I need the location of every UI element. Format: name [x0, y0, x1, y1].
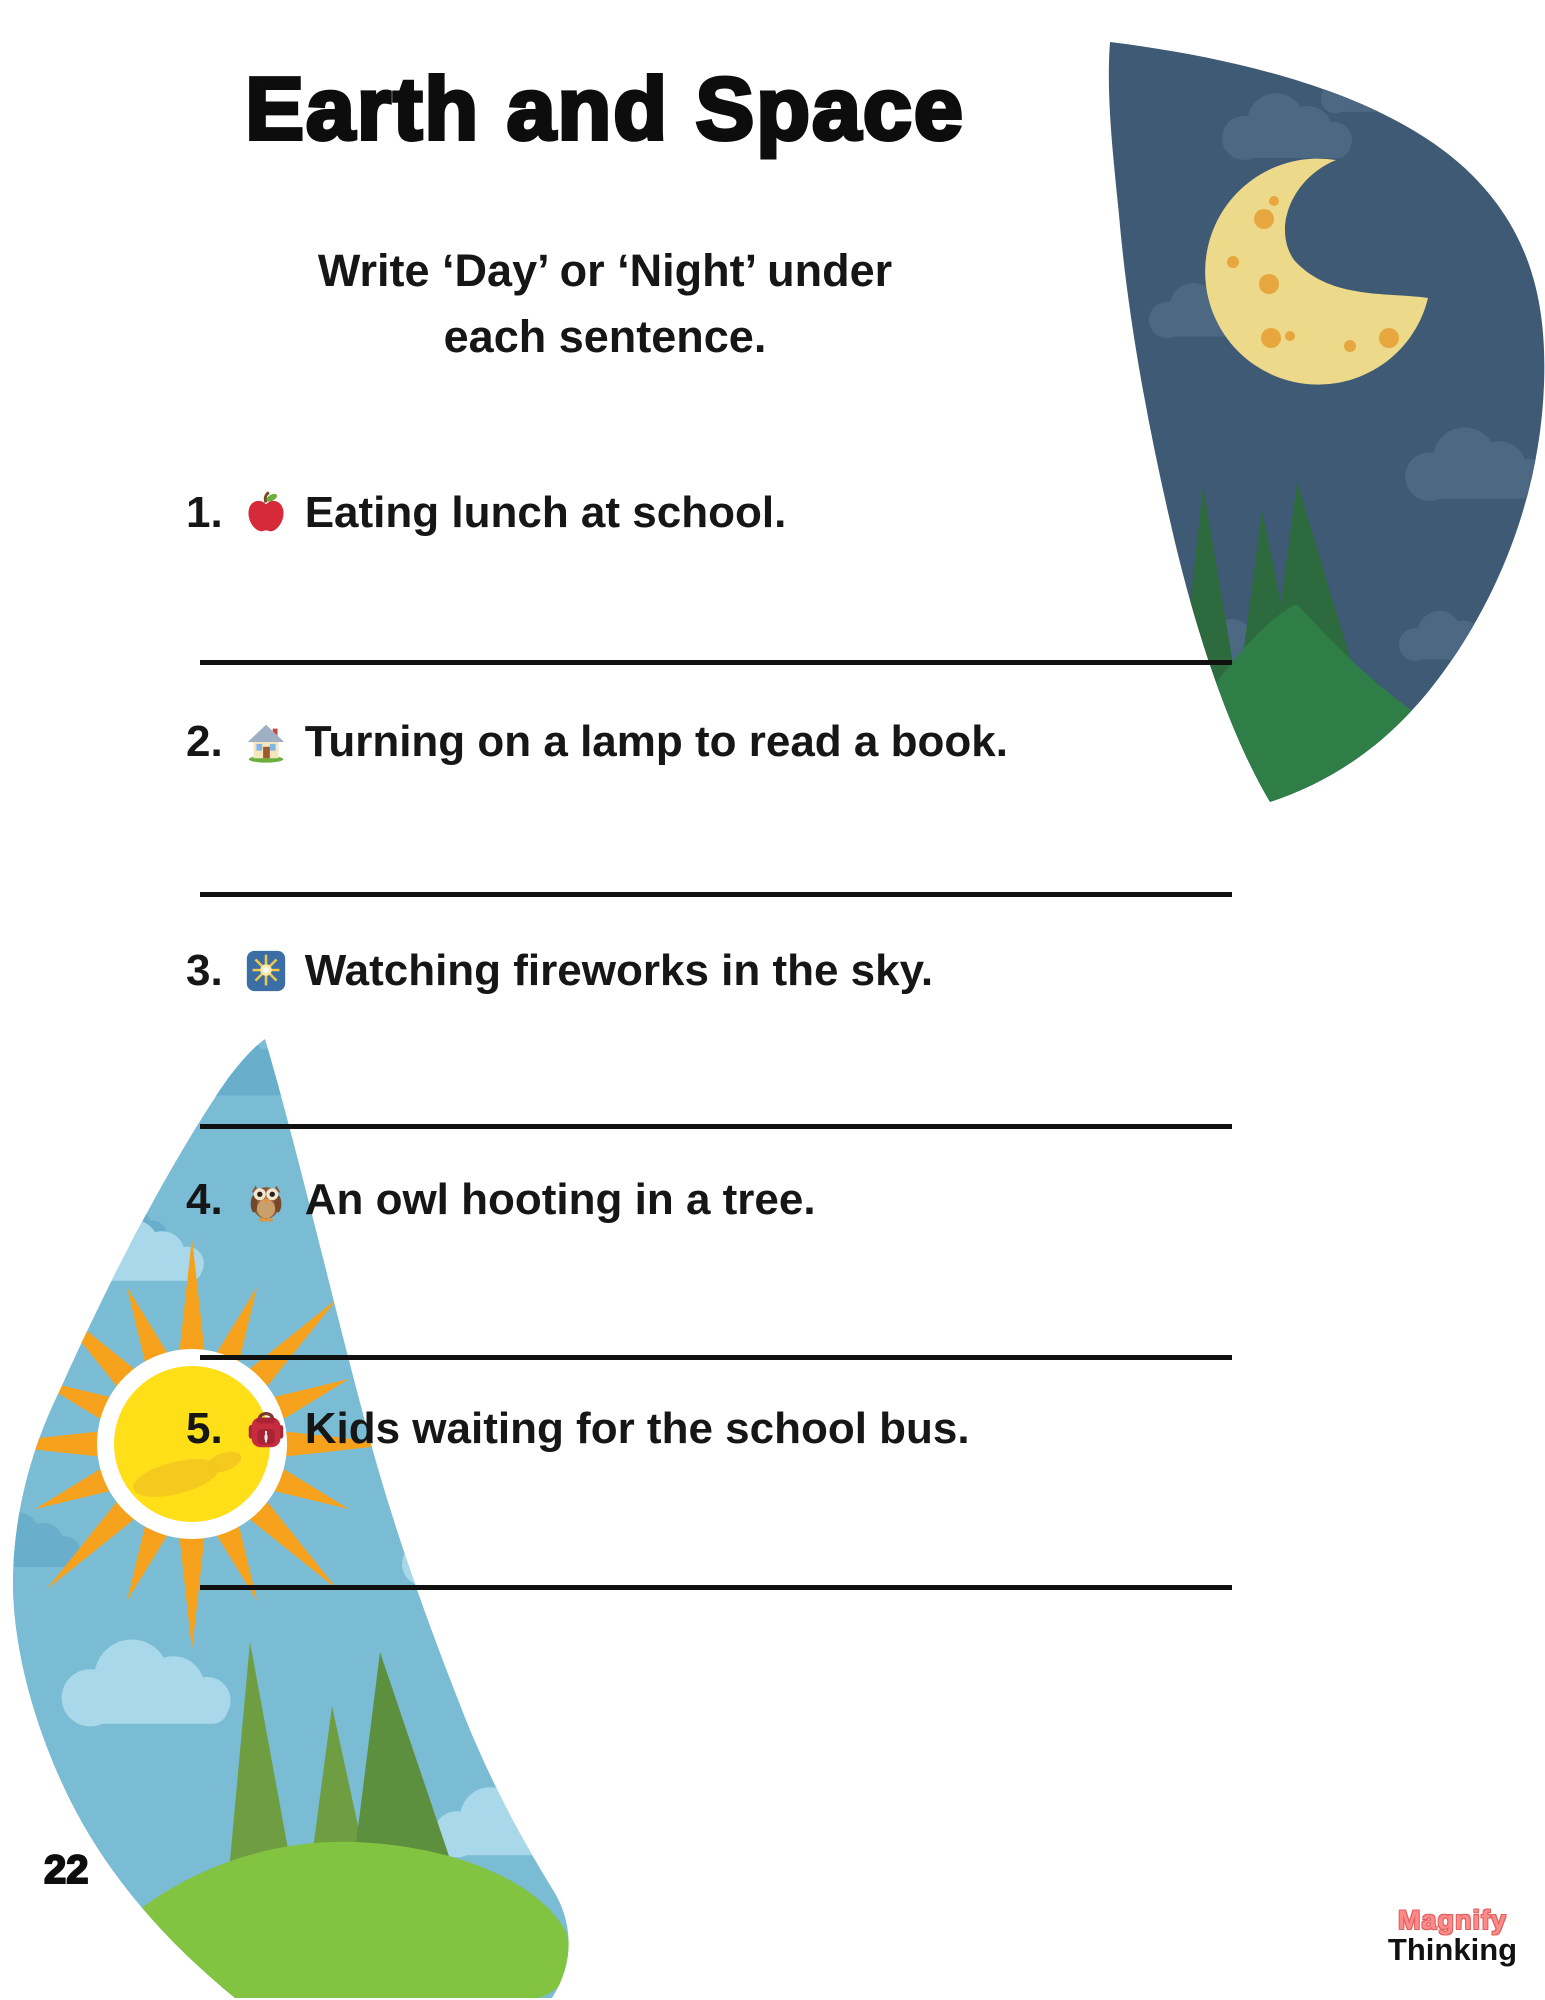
question-number: 2. — [186, 717, 223, 766]
question-row-5 — [186, 1404, 970, 1454]
logo-line-magnify: Magnify — [1397, 1905, 1507, 1935]
owl-icon — [243, 1177, 289, 1223]
logo-line-thinking: Thinking — [1387, 1932, 1518, 1968]
question-row-2 — [186, 717, 1008, 767]
question-text: Eating lunch at school. — [304, 488, 787, 537]
brand-logo — [1360, 1906, 1545, 1967]
house-icon — [243, 719, 289, 765]
night-scene — [1080, 20, 1545, 860]
page-number: 22 — [44, 1848, 89, 1892]
question-number: 3. — [186, 946, 223, 995]
instructions-line-2: each sentence. — [443, 311, 767, 362]
question-text: Turning on a lamp to read a book. — [304, 717, 1008, 766]
question-text: An owl hooting in a tree. — [304, 1175, 816, 1224]
red-apple-icon — [243, 490, 289, 536]
answer-line-5[interactable] — [200, 1585, 1232, 1590]
question-row-1 — [186, 488, 786, 538]
backpack-icon — [243, 1406, 289, 1452]
question-row-4 — [186, 1175, 816, 1225]
fireworks-icon — [243, 948, 289, 994]
question-text: Watching fireworks in the sky. — [304, 946, 934, 995]
instructions-line-1: Write ‘Day’ or ‘Night’ under — [317, 245, 893, 296]
answer-line-2[interactable] — [200, 892, 1232, 897]
question-number: 4. — [186, 1175, 223, 1224]
question-row-3 — [186, 946, 933, 996]
answer-line-3[interactable] — [200, 1124, 1232, 1129]
question-number: 1. — [186, 488, 223, 537]
page-title: Earth and Space — [245, 59, 965, 158]
answer-line-4[interactable] — [200, 1355, 1232, 1360]
answer-line-1[interactable] — [200, 660, 1232, 665]
instructions — [190, 238, 1020, 370]
question-number: 5. — [186, 1404, 223, 1453]
question-text: Kids waiting for the school bus. — [304, 1404, 970, 1453]
